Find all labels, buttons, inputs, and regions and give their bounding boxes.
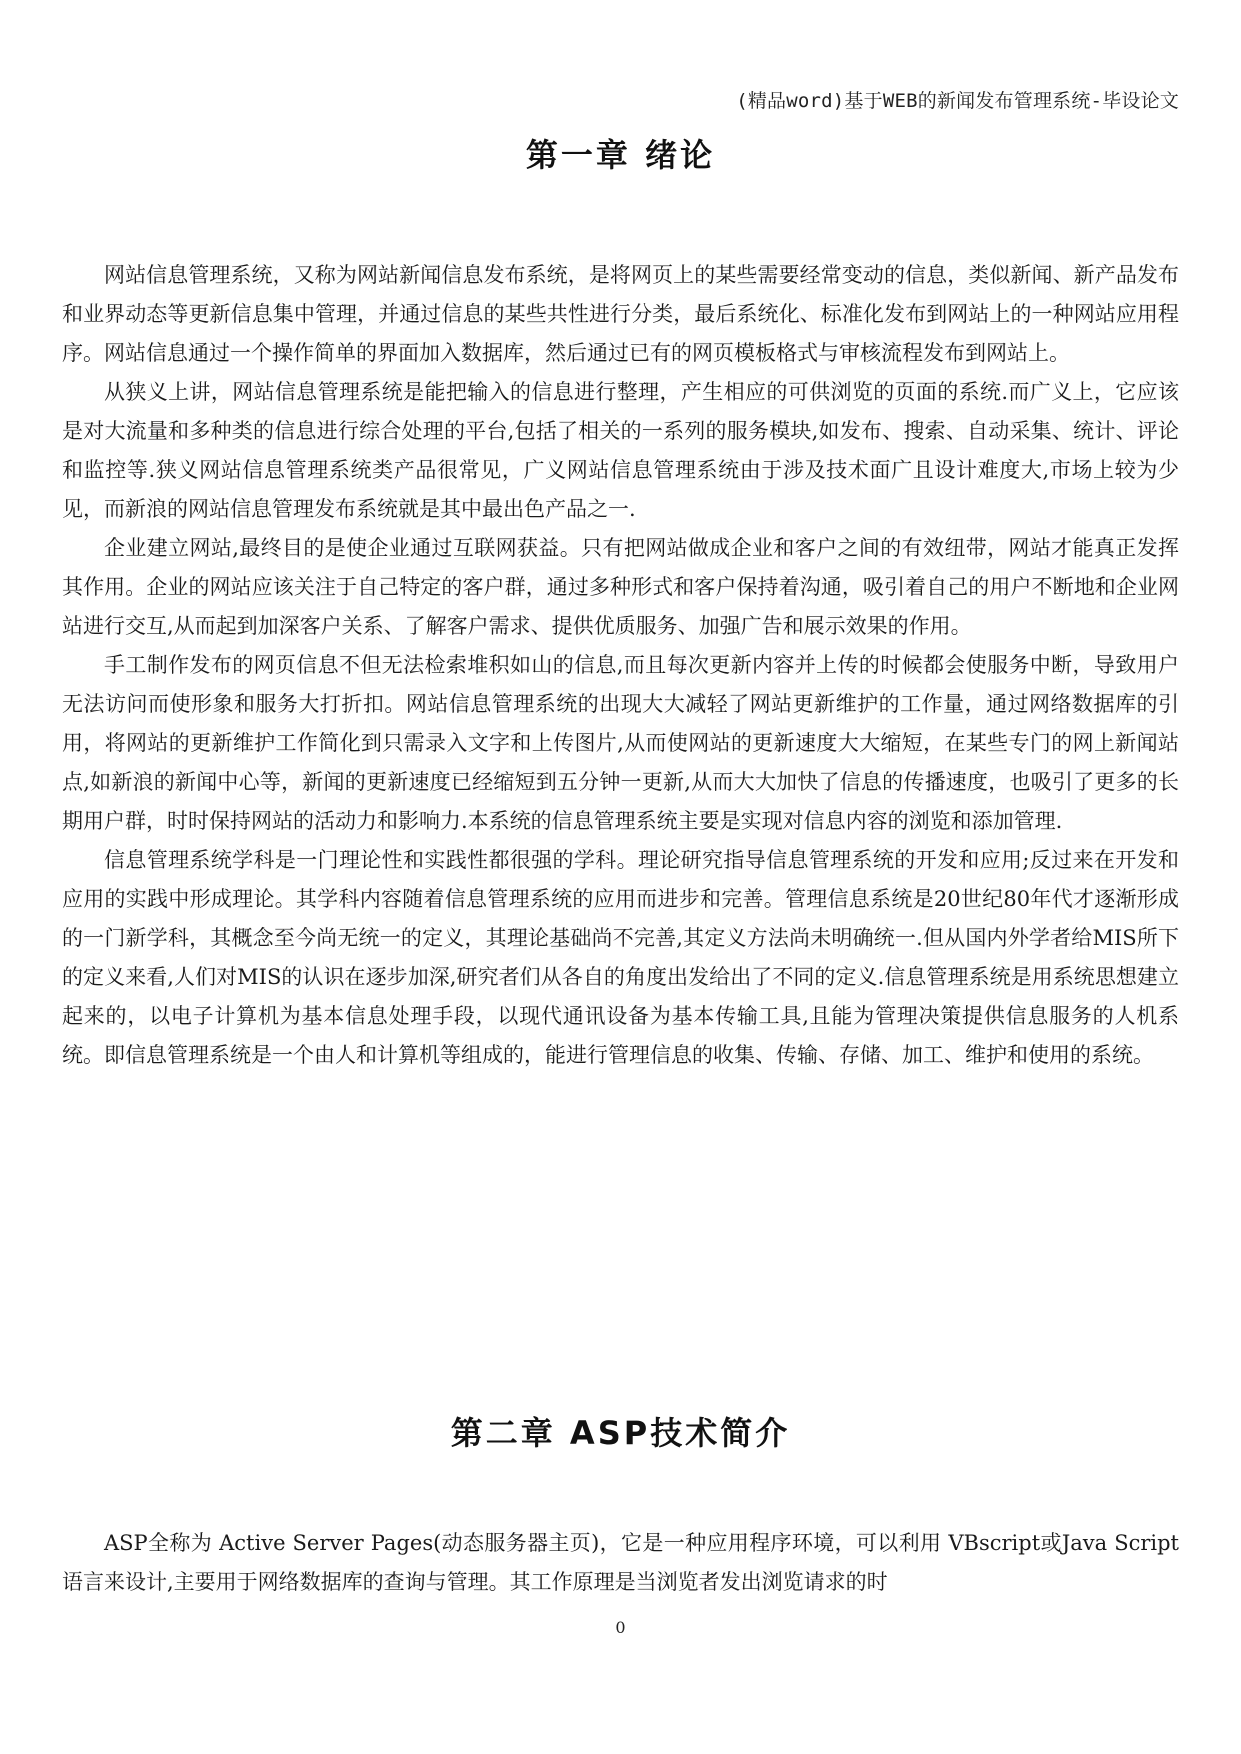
chapter-1-title: 第一章 绪论 bbox=[525, 136, 716, 174]
page-number: 0 bbox=[615, 1618, 626, 1637]
chapter-1-paragraph-5: 信息管理系统学科是一门理论性和实践性都很强的学科。理论研究指导信息管理系统的开发和应用;反过来在开发和应用的实践中形成理论。其学科内容随着信息管理系统的应用而进步和完善。管理信息系统是20世纪80年代才逐渐形成的一门新学科，其概念至今尚无统一的定义，其理论基础尚不完善,其定义方法尚未明确统一.但从国内外学者给MIS所下的定义来看,人们对MIS的认识在逐步加深,研究者们从各自的角度出发给出了不同的定义.信息管理系统是用系统思想建立起来的，以电子计算机为基本信息处理手段，以现代通讯设备为基本传输工具,且能为管理决策提供信息服务的人机系统。即信息管理系统是一个由人和计算机等组成的，能进行管理信息的收集、传输、存储、加工、维护和使用的系统。 bbox=[62, 848, 1179, 1067]
chapter-1-paragraph-4: 手工制作发布的网页信息不但无法检索堆积如山的信息,而且每次更新内容并上传的时候都会使服务中断，导致用户无法访问而使形象和服务大打折扣。网站信息管理系统的出现大大减轻了网站更新维护的工作量，通过网络数据库的引用，将网站的更新维护工作简化到只需录入文字和上传图片,从而使网站的更新速度大大缩短，在某些专门的网上新闻站点,如新浪的新闻中心等，新闻的更新速度已经缩短到五分钟一更新,从而大大加快了信息的传播速度，也吸引了更多的长期用户群，时时保持网站的活动力和影响力.本系统的信息管理系统主要是实现对信息内容的浏览和添加管理. bbox=[62, 653, 1179, 833]
chapter-2-title: 第二章 ASP技术简介 bbox=[450, 1414, 791, 1452]
chapter-1-body bbox=[62, 256, 1179, 1075]
chapter-1-paragraph-2: 从狭义上讲，网站信息管理系统是能把输入的信息进行整理，产生相应的可供浏览的页面的系统.而广义上，它应该是对大流量和多种类的信息进行综合处理的平台,包括了相关的一系列的服务模块,如发布、搜索、自动采集、统计、评论和监控等.狭义网站信息管理系统类产品很常见，广义网站信息管理系统由于涉及技术面广且设计难度大,市场上较为少见，而新浪的网站信息管理发布系统就是其中最出色产品之一. bbox=[62, 380, 1179, 521]
chapter-2-paragraph-1: ASP全称为 Active Server Pages(动态服务器主页)，它是一种应用程序环境，可以利用 VBscript或Java Script语言来设计,主要用于网络数据库的查询与管理。其工作原理是当浏览者发出浏览请求的时 bbox=[62, 1531, 1179, 1594]
running-header: (精品word)基于WEB的新闻发布管理系统-毕设论文 bbox=[736, 90, 1179, 112]
chapter-2-body bbox=[62, 1524, 1179, 1602]
chapter-1-paragraph-3: 企业建立网站,最终目的是使企业通过互联网获益。只有把网站做成企业和客户之间的有效纽带，网站才能真正发挥其作用。企业的网站应该关注于自己特定的客户群，通过多种形式和客户保持着沟通，吸引着自己的用户不断地和企业网站进行交互,从而起到加深客户关系、了解客户需求、提供优质服务、加强广告和展示效果的作用。 bbox=[62, 536, 1179, 638]
chapter-1-paragraph-1: 网站信息管理系统，又称为网站新闻信息发布系统，是将网页上的某些需要经常变动的信息，类似新闻、新产品发布和业界动态等更新信息集中管理，并通过信息的某些共性进行分类，最后系统化、标准化发布到网站上的一种网站应用程序。网站信息通过一个操作简单的界面加入数据库，然后通过已有的网页模板格式与审核流程发布到网站上。 bbox=[62, 263, 1179, 365]
